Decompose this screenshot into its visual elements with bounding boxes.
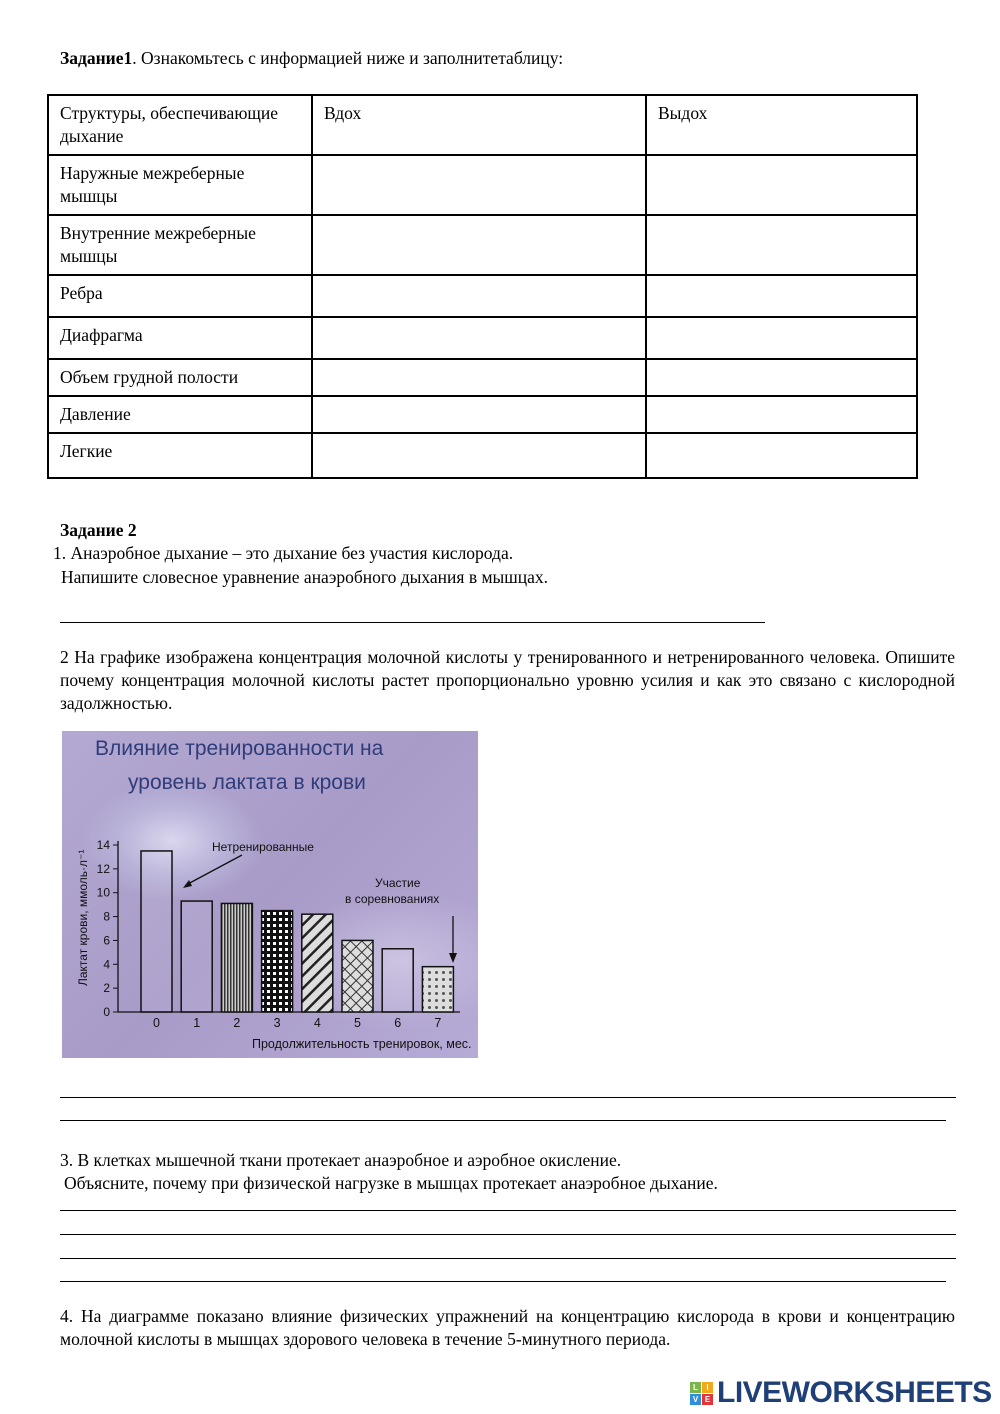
- q1-instruction: Напишите словесное уравнение анаэробного дыхания в мышцах.: [61, 567, 549, 587]
- q3-instruction: Объясните, почему при физической нагрузке в мышцах протекает анаэробное дыхание.: [64, 1173, 718, 1193]
- y-tick-label: 8: [103, 909, 110, 924]
- untrained-arrow: [186, 855, 242, 885]
- row-label: Ребра: [48, 275, 312, 317]
- annotation-untrained: Нетренированные: [212, 840, 314, 854]
- y-tick-label: 2: [103, 981, 110, 996]
- table-row: [48, 359, 917, 396]
- logo-letter: I: [702, 1382, 713, 1393]
- exhale-cell[interactable]: [646, 317, 917, 359]
- logo-text: LIVEWORKSHEETS: [717, 1376, 992, 1409]
- table-row: [48, 433, 917, 478]
- exhale-cell[interactable]: [646, 215, 917, 275]
- bar: [221, 903, 252, 1012]
- inhale-cell[interactable]: [312, 396, 646, 433]
- exhale-cell[interactable]: [646, 433, 917, 478]
- y-tick-label: 12: [96, 861, 110, 876]
- table-row: [48, 215, 917, 275]
- row-label: Внутренние межреберные мышцы: [48, 215, 312, 275]
- table-row: [48, 396, 917, 433]
- row-label: Объем грудной полости: [48, 359, 312, 396]
- annotation-competition-1: Участие: [375, 876, 421, 890]
- x-tick-label: 6: [394, 1016, 402, 1030]
- x-tick-label: 3: [273, 1016, 281, 1030]
- bar: [302, 914, 333, 1012]
- answer-line[interactable]: [60, 1281, 946, 1282]
- y-tick-label: 4: [103, 957, 110, 972]
- answer-line[interactable]: [60, 1120, 946, 1121]
- untrained-arrowhead: [183, 880, 192, 888]
- y-tick-label: 0: [103, 1005, 110, 1019]
- breathing-table: [47, 94, 918, 479]
- y-tick-label: 14: [96, 838, 110, 852]
- q3-text: 3. В клетках мышечной ткани протекает анаэробное и аэробное окисление.: [60, 1150, 622, 1170]
- bar: [422, 967, 453, 1012]
- x-tick-label: 4: [313, 1016, 321, 1030]
- chart-ylabel: Лактат крови, ммоль·л⁻¹: [76, 849, 90, 986]
- answer-line[interactable]: [60, 1234, 956, 1235]
- bar: [342, 940, 373, 1012]
- y-tick-label: 6: [103, 933, 110, 948]
- q4-text: 4. На диаграмме показано влияние физических упражнений на концентрацию кислорода в крови и концентрацию молочной кислоты в мышцах здорового человека в течение 5-минутного периода.: [60, 1306, 955, 1349]
- logo-letter: L: [690, 1382, 701, 1393]
- logo-icon: [690, 1382, 713, 1405]
- exhale-cell[interactable]: [646, 359, 917, 396]
- bar: [382, 949, 413, 1012]
- chart-xlabel: Продолжительность тренировок, мес.: [252, 1037, 472, 1051]
- chart-title-line2: уровень лактата в крови: [128, 771, 366, 794]
- chart-svg: [62, 731, 478, 1058]
- exhale-cell[interactable]: [646, 396, 917, 433]
- row-label: Диафрагма: [48, 317, 312, 359]
- header-exhale: Выдох: [646, 95, 917, 155]
- inhale-cell[interactable]: [312, 275, 646, 317]
- chart-title-line1: Влияние тренированности на: [95, 737, 384, 760]
- row-label: Наружные межреберные мышцы: [48, 155, 312, 215]
- answer-line[interactable]: [60, 1097, 956, 1098]
- logo-letter: E: [702, 1394, 713, 1405]
- bar: [181, 901, 212, 1012]
- row-label: Давление: [48, 396, 312, 433]
- inhale-cell[interactable]: [312, 317, 646, 359]
- inhale-cell[interactable]: [312, 433, 646, 478]
- inhale-cell[interactable]: [312, 359, 646, 396]
- header-structures: Структуры, обеспечивающие дыхание: [48, 95, 312, 155]
- answer-line[interactable]: [60, 622, 765, 623]
- x-tick-label: 5: [354, 1016, 361, 1030]
- task1-title: Задание1. Ознакомьтесь с информацией ниже и заполнитетаблицу:: [60, 48, 564, 68]
- task2-title: Задание 2: [60, 520, 137, 540]
- inhale-cell[interactable]: [312, 215, 646, 275]
- row-label: Легкие: [48, 433, 312, 478]
- x-tick-label: 2: [233, 1016, 241, 1030]
- competition-arrowhead: [449, 953, 457, 963]
- q2-text: 2 На графике изображена концентрация молочной кислоты у тренированного и нетренированного человека. Опишите почему концентрация молочной кислоты растет пропорционально уровню усилия и как это связано с кислородной задолжностью.: [60, 647, 955, 713]
- bar: [262, 911, 293, 1012]
- exhale-cell[interactable]: [646, 155, 917, 215]
- x-tick-label: 1: [193, 1016, 201, 1030]
- table-row: [48, 275, 917, 317]
- x-tick-label: 0: [153, 1016, 160, 1030]
- table-header-row: [48, 95, 917, 155]
- exhale-cell[interactable]: [646, 275, 917, 317]
- header-inhale: Вдох: [312, 95, 646, 155]
- answer-line[interactable]: [60, 1258, 956, 1259]
- answer-line[interactable]: [60, 1210, 956, 1211]
- liveworksheets-logo: [690, 1376, 992, 1410]
- table-row: [48, 317, 917, 359]
- y-tick-label: 10: [96, 885, 110, 900]
- logo-letter: V: [690, 1394, 701, 1405]
- q1-text: 1. Анаэробное дыхание – это дыхание без участия кислорода.: [53, 543, 514, 563]
- inhale-cell[interactable]: [312, 155, 646, 215]
- annotation-competition-2: в соревнованиях: [345, 892, 440, 906]
- bar: [141, 851, 172, 1012]
- lactate-chart: [62, 731, 478, 1058]
- table-row: [48, 155, 917, 215]
- x-tick-label: 7: [434, 1016, 442, 1030]
